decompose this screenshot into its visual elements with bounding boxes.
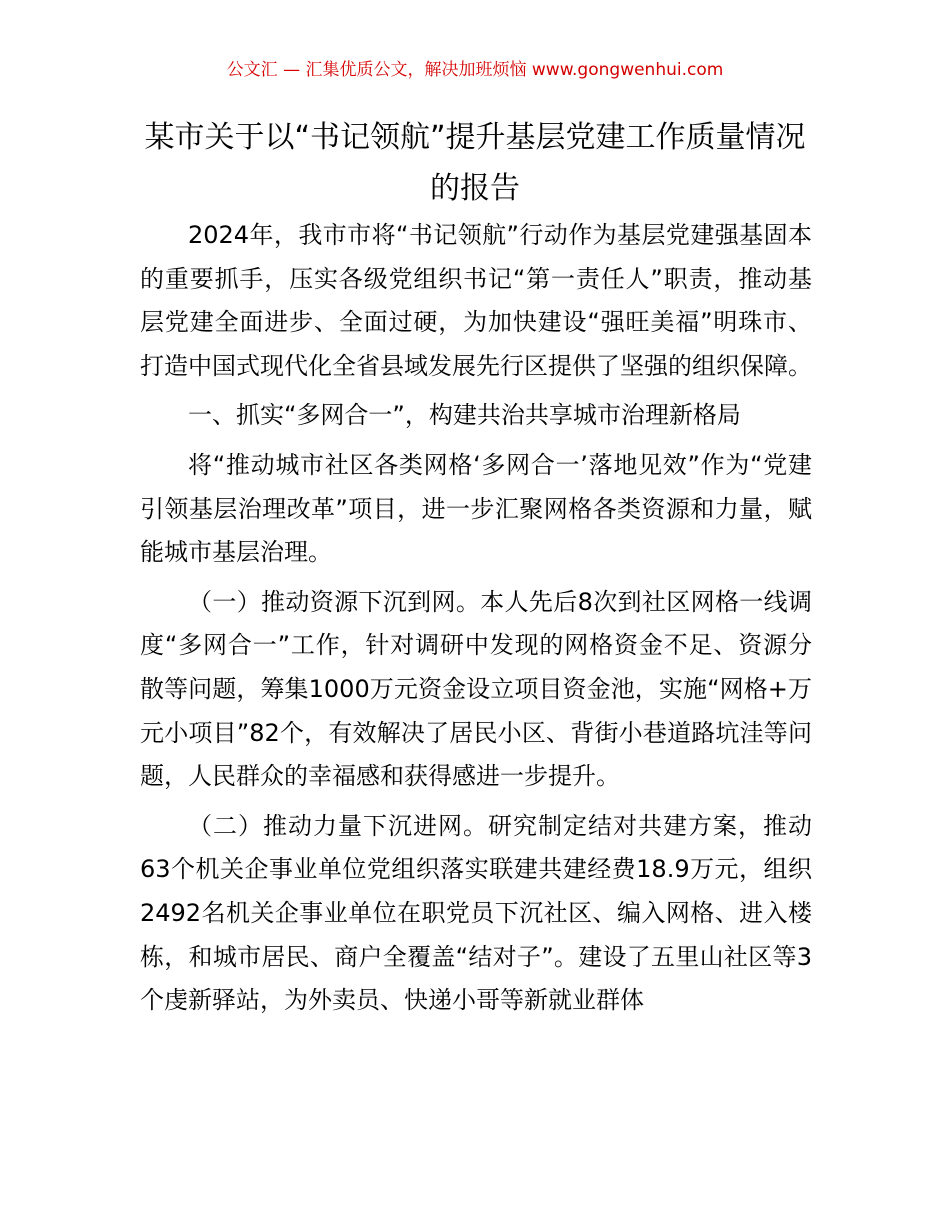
paragraph-intro: 2024年，我市市将“书记领航”行动作为基层党建强基固本的重要抓手，压实各级党组织书记“第一责任人”职责，推动基层党建全面进步、全面过硬，为加快建设“强旺美福”明珠市、打造中国式现代化全省县域发展先行区提供了坚强的组织保障。 (140, 221, 812, 380)
paragraph-subsection-1: （一）推动资源下沉到网。本人先后8次到社区网格一线调度“多网合一”工作，针对调研中发现的网格资金不足、资源分散等问题，筹集1000万元资金设立项目资金池，实施“网格+万元小项目”82个，有效解决了居民小区、背街小巷道路坑洼等问题，人民群众的幸福感和获得感进一步提升。 (140, 587, 812, 791)
paragraph-section-1-intro: 将“推动城市社区各类网格‘多网合一’落地见效”作为“党建引领基层治理改革”项目，进一步汇聚网格各类资源和力量，赋能城市基层治理。 (140, 450, 812, 567)
paragraph-subsection-2: （二）推动力量下沉进网。研究制定结对共建方案，推动63个机关企事业单位党组织落实联建共建经费18.9万元，组织2492名机关企事业单位在职党员下沉社区、编入网格、进入楼栋，和城市居民、商户全覆盖“结对子”。建设了五里山社区等3个虔新驿站，为外卖员、快递小哥等新就业群体 (140, 811, 812, 1015)
document-title: 某市关于以“书记领航”提升基层党建工作质量情况的报告 (144, 120, 806, 206)
watermark-header: 公文汇 — 汇集优质公文，解决加班烦恼 www.gongwenhui.com (226, 60, 724, 80)
section-heading-1: 一、抓实“多网合一”，构建共治共享城市治理新格局 (188, 401, 741, 430)
document-body (140, 214, 812, 1023)
